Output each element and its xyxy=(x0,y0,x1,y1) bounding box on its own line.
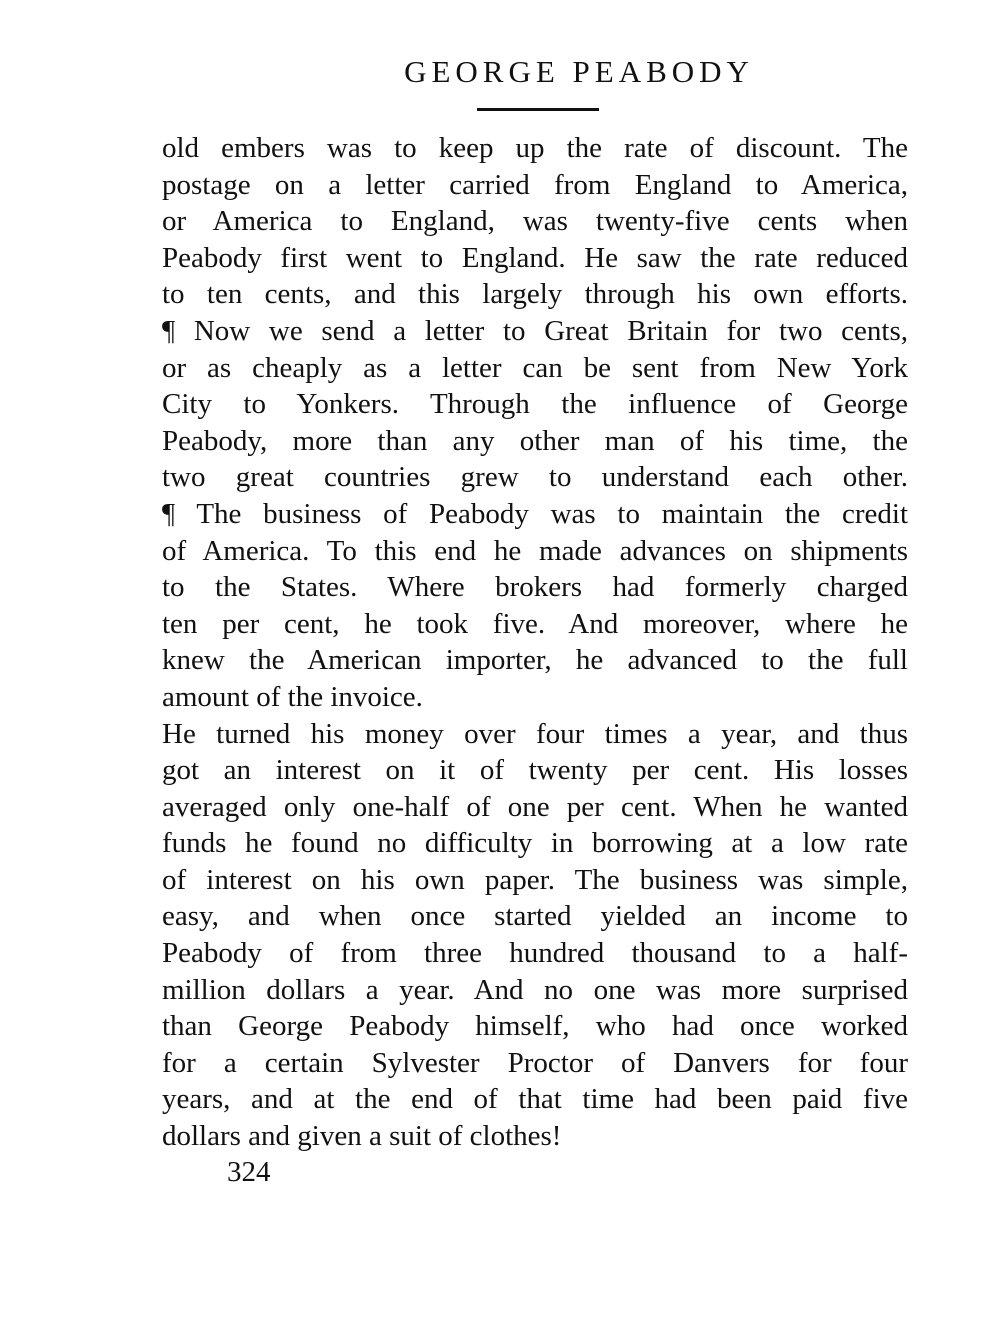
body-text xyxy=(162,130,908,1155)
text-line: million dollars a year. And no one was more surprised xyxy=(162,973,908,1006)
text-line: for a certain Sylvester Proctor of Danvers for four xyxy=(162,1046,908,1079)
text-line: postage on a letter carried from England to America, xyxy=(162,168,908,201)
page-number: 324 xyxy=(227,1156,271,1188)
running-head: GEORGE PEABODY xyxy=(404,54,754,89)
text-line: years, and at the end of that time had been paid five xyxy=(162,1083,908,1116)
text-line: knew the American importer, he advanced to the full xyxy=(162,644,908,677)
text-line: ¶ The business of Peabody was to maintain the credit xyxy=(162,497,908,530)
text-line: or America to England, was twenty-five cents when xyxy=(162,205,908,238)
head-rule xyxy=(477,108,599,111)
text-line: or as cheaply as a letter can be sent from New York xyxy=(162,351,908,384)
text-line: amount of the invoice. xyxy=(162,680,423,713)
text-line: dollars and given a suit of clothes! xyxy=(162,1120,562,1153)
text-line: two great countries grew to understand each other. xyxy=(162,461,908,494)
text-line: than George Peabody himself, who had once worked xyxy=(162,1010,908,1043)
text-line: ten per cent, he took five. And moreover, where he xyxy=(162,607,908,640)
text-line: of interest on his own paper. The business was simple, xyxy=(162,863,908,896)
text-line: of America. To this end he made advances on shipments xyxy=(162,534,908,567)
text-line: to ten cents, and this largely through his own efforts. xyxy=(162,278,908,311)
text-line: easy, and when once started yielded an income to xyxy=(162,900,908,933)
text-line: old embers was to keep up the rate of discount. The xyxy=(162,132,908,164)
text-line: to the States. Where brokers had formerly charged xyxy=(162,571,908,604)
text-line: He turned his money over four times a year, and thus xyxy=(162,717,908,750)
text-line: funds he found no difficulty in borrowing at a low rate xyxy=(162,827,908,860)
text-line: City to Yonkers. Through the influence of George xyxy=(162,388,908,421)
text-line: got an interest on it of twenty per cent. His losses xyxy=(162,754,908,787)
text-line: Peabody first went to England. He saw the rate reduced xyxy=(162,241,908,274)
text-line: ¶ Now we send a letter to Great Britain for two cents, xyxy=(162,314,908,347)
text-line: averaged only one-half of one per cent. When he wanted xyxy=(162,790,908,823)
text-line: Peabody, more than any other man of his time, the xyxy=(162,424,908,457)
text-line: Peabody of from three hundred thousand to a half- xyxy=(162,937,908,970)
